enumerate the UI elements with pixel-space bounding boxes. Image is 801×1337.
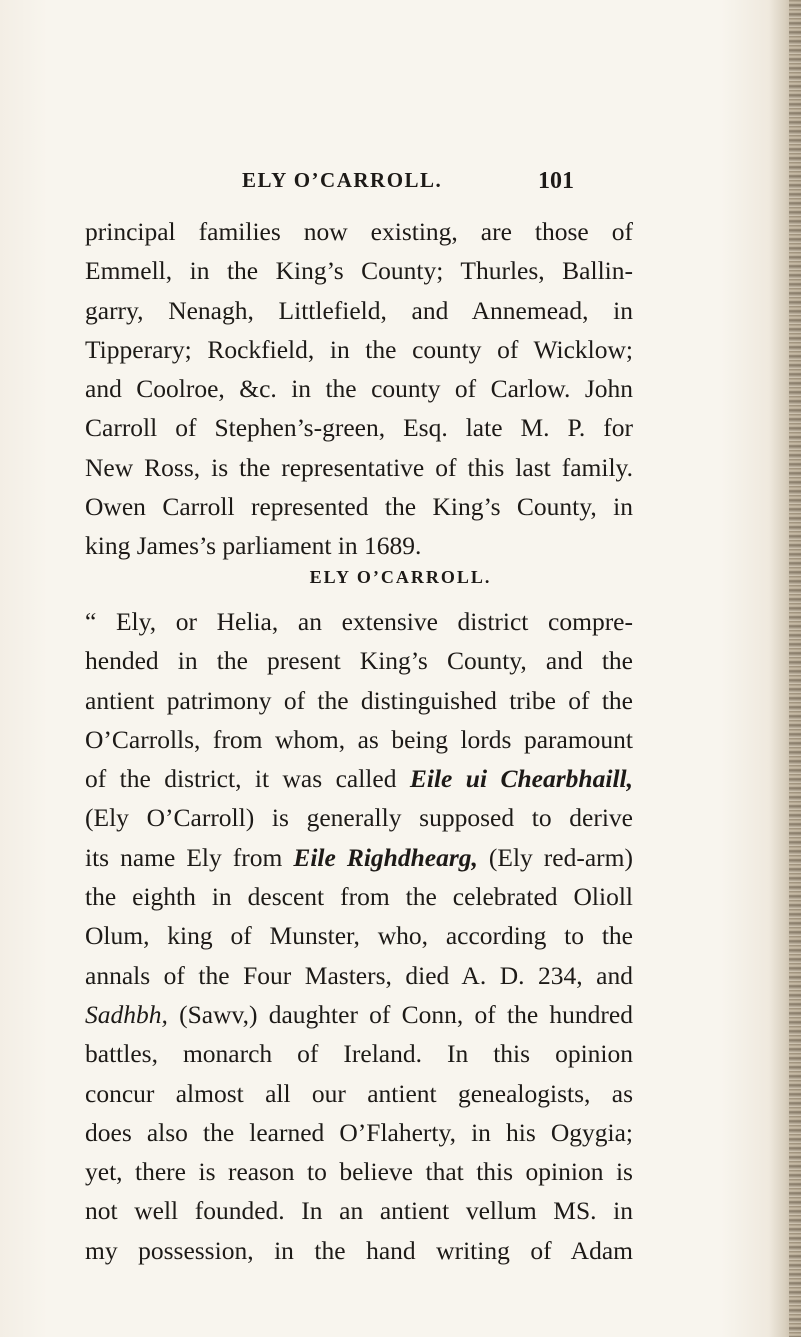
running-head xyxy=(0,168,801,202)
text-line: hended in the present King’s County, and the xyxy=(85,646,633,676)
text-line xyxy=(85,759,633,798)
text-line: Owen Carroll represented the King’s County, in xyxy=(85,492,633,522)
text-line: garry, Nenagh, Littlefield, and Annemead, in xyxy=(85,295,633,325)
text-line: Tipperary; Rockfield, in the county of Wicklow; xyxy=(85,334,633,364)
italic-name-eile-righdhearg: Eile Righdhearg, xyxy=(293,842,478,872)
text-line: does also the learned O’Flaherty, in his Ogygia; xyxy=(85,1117,633,1147)
italic-name-sadhbh: Sadhbh, xyxy=(85,999,168,1029)
text-line: New Ross, is the representative of this last family. xyxy=(85,452,633,482)
paragraph-ely-ocarroll xyxy=(85,602,633,1270)
text-line: not well founded. In an antient vellum MS. in xyxy=(85,1196,633,1226)
text-line xyxy=(85,995,633,1034)
section-heading: ELY O’CARROLL. xyxy=(309,567,492,587)
text-line: yet, there is reason to believe that this opinion is xyxy=(85,1157,633,1187)
text-line: concur almost all our antient genealogists, as xyxy=(85,1078,633,1108)
text-run: of the district, it was called xyxy=(85,764,410,794)
text-line: antient patrimony of the distinguished tribe of the xyxy=(85,685,633,715)
italic-name-eile-ui-chearbhaill: Eile ui Chearbhaill, xyxy=(409,764,633,794)
text-run: (Sawv,) daughter of Conn, of the hundred xyxy=(167,999,633,1029)
text-line: (Ely O’Carroll) is generally supposed to derive xyxy=(85,803,633,833)
text-line: battles, monarch of Ireland. In this opinion xyxy=(85,1039,633,1069)
text-line: Emmell, in the King’s County; Thurles, Ballin- xyxy=(85,256,633,286)
running-head-title: ELY O’CARROLL. xyxy=(242,168,443,192)
text-line: my possession, in the hand writing of Adam xyxy=(85,1235,633,1265)
text-line: and Coolroe, &c. in the county of Carlow. John xyxy=(85,374,633,404)
text-line: “ Ely, or Helia, an extensive district compre- xyxy=(85,607,633,636)
text-line: O’Carrolls, from whom, as being lords paramount xyxy=(85,724,633,754)
text-line: annals of the Four Masters, died A. D. 234, and xyxy=(85,960,633,990)
text-run: its name Ely from xyxy=(85,842,294,872)
text-line: principal families now existing, are those of xyxy=(85,217,633,246)
text-line: the eighth in descent from the celebrated Olioll xyxy=(85,882,633,912)
text-line: king James’s parliament in 1689. xyxy=(85,531,422,561)
text-line: Olum, king of Munster, who, according to the xyxy=(85,921,633,951)
page-number: 101 xyxy=(538,168,574,194)
text-line xyxy=(85,838,633,877)
text-run: (Ely red-arm) xyxy=(477,842,633,872)
paragraph-families xyxy=(85,212,633,566)
text-line: Carroll of Stephen’s-green, Esq. late M. P. for xyxy=(85,413,633,443)
